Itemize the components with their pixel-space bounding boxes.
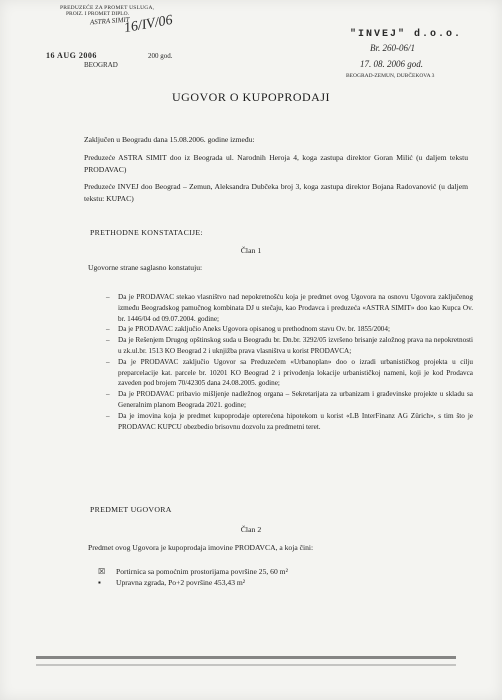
stamp-date: 16 AUG 2006 [46,51,97,60]
list-item-text: Da je PRODAVAC zaključio Ugovor sa Preduzećem «Urbanoplan» doo o izradi urbanističkog projekta u cilju preparcelacije kat. parcele br. 10201 KO Beograd 2 i privođenja lokacije urbanističkoj nameni, koji je kod Prodavca zaveden pod brojem 70/42305 dana 24.08.2005. godine; [118,357,473,388]
section-heading: PRETHODNE KONSTATACIJE: [90,228,203,237]
list-item: – Da je PRODAVAC zaključio Aneks Ugovora opisanog u prethodnom stavu Ov. br. 1855/2004; [106,325,390,334]
list-item: – Da je PRODAVAC zaključio Ugovor sa Preduzećem «Urbanoplan» doo o izradi urbanističkog projekta u cilju preparcelacije kat. parcele br. 10201 KO Beograd 2 i privođenja lokacije urbanističkoj nameni, koji je kod Prodavca zaveden pod brojem 70/42305 dana 24.08.2005. godine; [106,357,473,388]
document-title: UGOVOR O KUPOPRODAJI [171,90,330,104]
stamp-line: PROIZ. I PROMET DIPLO. [66,11,130,17]
stamp-address: BEOGRAD-ZEMUN, DUBČEKOVA 3 [346,73,435,79]
stamp-city: BEOGRAD [84,61,118,69]
checkbox-bullet-icon: ☒ [98,567,106,576]
scan-artifact-line [36,656,456,659]
seller-stamp [36,6,206,74]
list-item [98,566,288,577]
article-heading: Član 2 [240,525,262,534]
handwritten-number: 16/IV/06 [122,12,174,37]
party-seller: Preduzeće ASTRA SIMIT doo iz Beograda ul. Narodnih Heroja 4, koga zastupa direktor Goran Milić (u daljem tekstu PRODAVAC) [84,153,468,174]
buyer-stamp [340,30,490,88]
article-intro: Predmet ovog Ugovora je kupoprodaja imovine PRODAVCA, a koja čini: [88,543,314,552]
list-item-text: Portirnica sa pomoćnim prostorijama površine 25, 60 m² [116,567,288,576]
contract-intro: Zaključen u Beogradu dana 15.08.2006. godine između: [84,135,255,144]
stamp-date: 17. 08. 2006 god. [360,59,423,69]
list-item-text: Da je PRODAVAC zaključio Aneks Ugovora opisanog u prethodnom stavu Ov. br. 1855/2004; [118,325,390,334]
scan-artifact-line [36,664,456,666]
stamp-line: PREDUZEĆE ZA PROMET USLUGA, [60,5,155,11]
findings-list [106,292,473,432]
stamp-company: "INVEJ" d.o.o. [350,29,463,40]
list-item-text: Da je PRODAVAC pribavio mišljenje nadležnog organa – Sekretarijata za urbanizam i građevinske projekte u skladu sa Generalnim planom Beograda 2021. godine; [118,390,473,409]
section-heading: PREDMET UGOVORA [90,505,172,514]
list-item: – Da je PRODAVAC pribavio mišljenje nadležnog organa – Sekretarijata za urbanizam i građevinske projekte u skladu sa Generalnim planom Beograda 2021. godine; [106,390,473,409]
list-item-text: Da je PRODAVAC stekao vlasništvo nad nepokretnošću koja je predmet ovog Ugovora na osnovu Ugovora zaključenog između Beogradskog pamučnog kombinata DJ u stečaju, kao Prodavca i preduzeća «ASTRA SIMIT» doo kao Kupca Ov. br. 1446/04 od 09.07.2004. godine; [118,293,473,323]
list-item-text: Da je imovina koja je predmet kupoprodaje opterećena hipotekom u korist «LB InterFinanz AG Zürich», s tim što je PRODAVAC KUPCU obezbedio brisovnu dozvolu za predmetni teret. [118,411,473,431]
list-item [98,577,288,588]
list-item: – Da je Rešenjem Drugog opštinskog suda u Beogradu br. Dn.br. 3292/05 izvršeno brisanje založnog prava na nepokretnosti u zk.ul.br. 1513 KO Beograd 2 i uknjižba prava vlasništva u korist PRODAVCA; [106,336,473,355]
article-heading: Član 1 [240,246,262,255]
checkbox-bullet-icon: ▪ [98,578,101,587]
property-list [98,566,288,588]
stamp-number: Br. 260-06/1 [370,43,415,53]
stamp-line: 200 god. [148,52,173,60]
list-item-text: Da je Rešenjem Drugog opštinskog suda u Beogradu br. Dn.br. 3292/05 izvršeno brisanje založnog prava na nepokretnosti u zk.ul.br. 1513 KO Beograd 2 i uknjižba prava vlasništva u korist PRODAVCA; [118,336,473,355]
stamp-line: ASTRA SIMIT [89,15,130,27]
article-intro: Ugovorne strane saglasno konstatuju: [88,263,203,272]
list-item: – Da je imovina koja je predmet kupoprodaje opterećena hipotekom u korist «LB InterFinanz AG Zürich», s tim što je PRODAVAC KUPCU obezbedio brisovnu dozvolu za predmetni teret. [106,411,473,431]
party-buyer: Preduzeće INVEJ doo Beograd – Zemun, Aleksandra Dubčeka broj 3, koga zastupa direktor Bojana Radovanović (u daljem tekstu: KUPAC) [84,182,468,203]
list-item: – Da je PRODAVAC stekao vlasništvo nad nepokretnošću koja je predmet ovog Ugovora na osnovu Ugovora zaključenog između Beogradskog pamučnog kombinata DJ u stečaju, kao Prodavca i preduzeća «ASTRA SIMIT» doo kao Kupca Ov. br. 1446/04 od 09.07.2004. godine; [106,293,473,323]
list-item-text: Upravna zgrada, Po+2 površine 453,43 m² [116,578,246,587]
